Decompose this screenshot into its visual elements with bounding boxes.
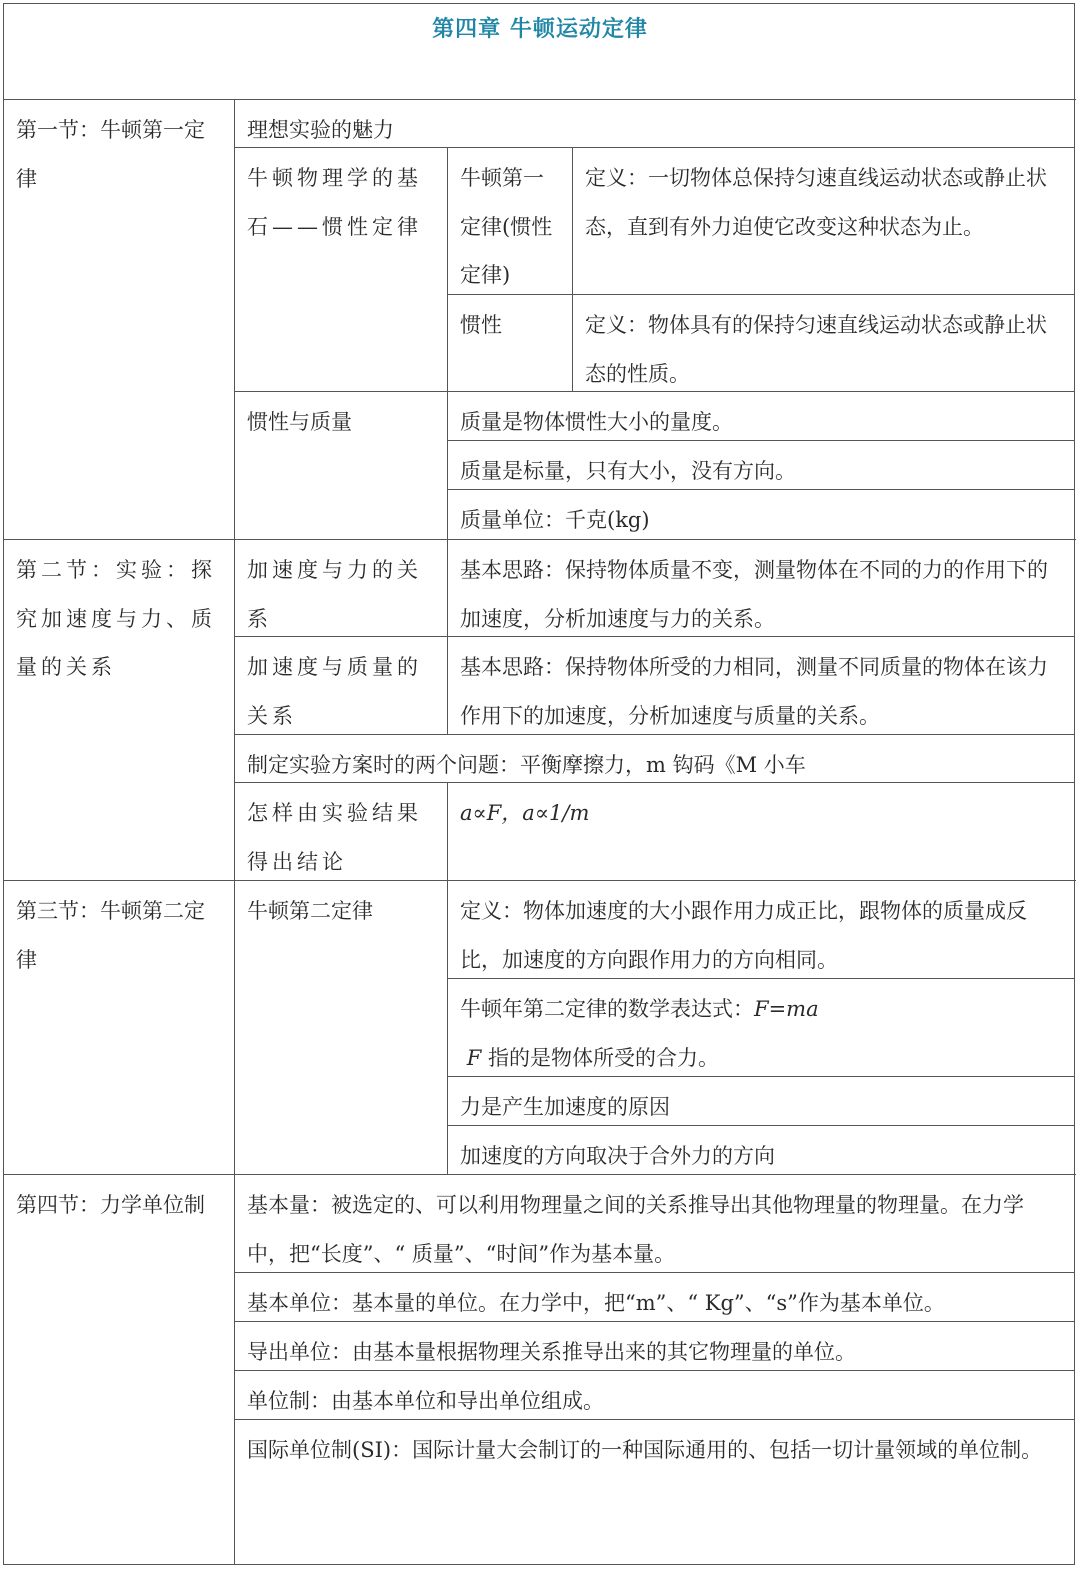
derived-unit (235, 1322, 1075, 1371)
unit-text: 基本量：被选定的、可以利用物理量之间的关系推导出其他物理量的物理量。在力学中，把“长度”、“ 质量”、“时间”作为基本量。 (247, 1193, 1024, 1266)
unit-system (235, 1371, 1075, 1420)
fact-row (448, 1126, 1075, 1175)
chapter-title: 第四章 牛顿运动定律 (432, 17, 648, 42)
idea-accel-force (448, 540, 1075, 637)
topic-text: 惯性与质量 (247, 410, 352, 434)
topic-ideal-experiment (235, 100, 1075, 148)
section-label-1 (4, 100, 234, 540)
unit-text: 单位制：由基本单位和导出单位组成。 (247, 1389, 604, 1413)
topic-inertia-mass (235, 392, 448, 540)
definition-inertia (573, 295, 1075, 392)
definition-text: 定义：物体具有的保持匀速直线运动状态或静止状态的性质。 (585, 313, 1047, 386)
topic-text: 怎样由实验结果得出结论 (247, 801, 422, 874)
term-inertia (448, 295, 573, 392)
fact-text: 力是产生加速度的原因 (460, 1095, 670, 1119)
issues-text: 制定实验方案时的两个问题：平衡摩擦力，m 钩码《M 小车 (247, 753, 806, 777)
experiment-issues (235, 735, 1075, 783)
expression-second-law (448, 979, 1075, 1077)
base-quantity (235, 1175, 1075, 1273)
variable-text: F (466, 1045, 482, 1070)
section-label-3 (4, 881, 234, 1175)
definition-text: 定义：物体加速度的大小跟作用力成正比，跟物体的质量成反比，加速度的方向跟作用力的方向相同。 (460, 899, 1027, 972)
expression-label: 牛顿年第二定律的数学表达式： (460, 997, 754, 1021)
fact-text: 质量是物体惯性大小的量度。 (460, 410, 733, 434)
fact-row (448, 490, 1075, 540)
topic-accel-mass (235, 637, 448, 735)
divider (447, 148, 448, 735)
expression-note: 指的是物体所受的合力。 (481, 1045, 719, 1070)
definition-second-law (448, 881, 1075, 979)
unit-text: 国际单位制(SI)：国际计量大会制订的一种国际通用的、包括一切计量领域的单位制。 (247, 1438, 1043, 1462)
topic-text: 牛顿第二定律 (247, 899, 373, 923)
topic-text: 加速度与力的关系 (247, 558, 422, 631)
divider (447, 783, 448, 1175)
fact-text: 加速度的方向取决于合外力的方向 (460, 1144, 775, 1168)
fact-row (448, 1077, 1075, 1126)
fact-row (448, 441, 1075, 490)
topic-inertia-law (235, 148, 448, 392)
unit-text: 基本单位：基本量的单位。在力学中，把“m”、“ Kg”、“s”作为基本单位。 (247, 1291, 945, 1315)
idea-text: 基本思路：保持物体所受的力相同，测量不同质量的物体在该力作用下的加速度，分析加速度与质量的关系。 (460, 655, 1048, 728)
idea-text: 基本思路：保持物体质量不变，测量物体在不同的力的作用下的加速度，分析加速度与力的关系。 (460, 558, 1048, 631)
definition-text: 定义：一切物体总保持匀速直线运动状态或静止状态，直到有外力迫使它改变这种状态为止。 (585, 166, 1047, 239)
definition-first-law (573, 148, 1075, 295)
section-label-4 (4, 1175, 234, 1565)
term-first-law (448, 148, 573, 295)
base-unit (235, 1273, 1075, 1322)
fact-row (448, 392, 1075, 441)
fact-text: 质量单位：千克(kg) (460, 508, 650, 532)
section-label-text: 第四节：力学单位制 (16, 1193, 205, 1217)
conclusion-formula (448, 783, 1075, 881)
term-text: 牛顿第一定律(惯性定律) (460, 166, 553, 287)
fact-text: 质量是标量，只有大小，没有方向。 (460, 459, 796, 483)
topic-conclusion (235, 783, 448, 881)
topic-text: 理想实验的魅力 (247, 118, 394, 142)
section-label-text: 第二节：实验：探究加速度与力、质量的关系 (16, 558, 216, 679)
topic-accel-force (235, 540, 448, 637)
topic-text: 加速度与质量的关系 (247, 655, 422, 728)
section-label-text: 第一节：牛顿第一定律 (16, 118, 205, 191)
topic-second-law (235, 881, 448, 1175)
section-label-2 (4, 540, 234, 881)
topic-text: 牛顿物理学的基石——惯性定律 (247, 166, 422, 239)
si-system (235, 1420, 1075, 1565)
formula-text: F=ma (754, 997, 819, 1021)
idea-accel-mass (448, 637, 1075, 735)
unit-text: 导出单位：由基本量根据物理关系推导出来的其它物理量的单位。 (247, 1340, 856, 1364)
section-label-text: 第三节：牛顿第二定律 (16, 899, 205, 972)
formula-text: a∝F，a∝1/m (460, 801, 590, 825)
term-text: 惯性 (460, 313, 502, 337)
